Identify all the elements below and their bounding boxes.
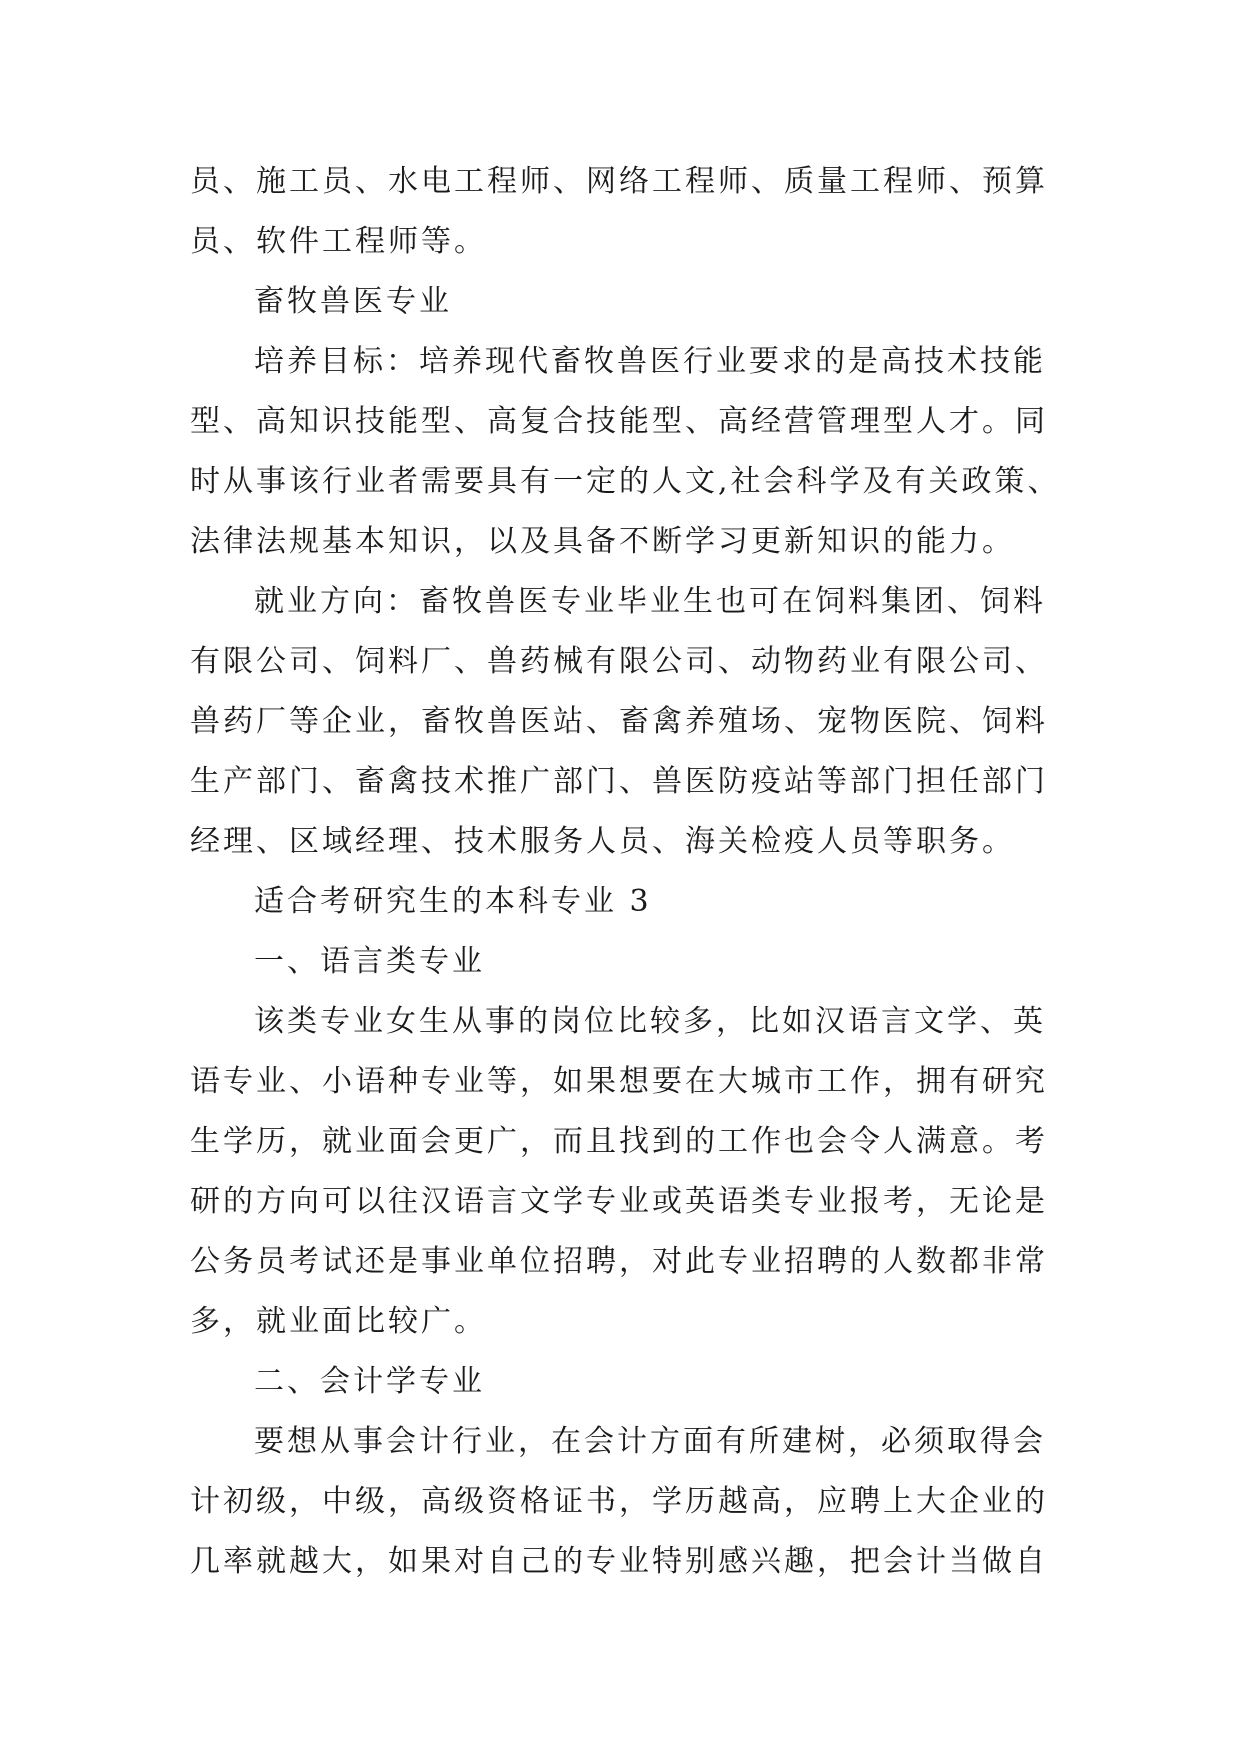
- text-line: 语专业、小语种专业等，如果想要在大城市工作，拥有研究: [190, 1064, 1048, 1099]
- text-line: 时从事该行业者需要具有一定的人文,社会科学及有关政策、: [190, 464, 1061, 499]
- text-line: 计初级，中级，高级资格证书，学历越高，应聘上大企业的: [190, 1484, 1048, 1519]
- text-line: 多，就业面比较广。: [190, 1304, 487, 1339]
- text-line: 员、施工员、水电工程师、网络工程师、质量工程师、预算: [190, 164, 1048, 199]
- text-line: 员、软件工程师等。: [190, 224, 487, 259]
- text-line: 畜牧兽医专业: [254, 284, 452, 319]
- text-line: 型、高知识技能型、高复合技能型、高经营管理型人才。同: [190, 404, 1048, 439]
- text-line: 有限公司、饲料厂、兽药械有限公司、动物药业有限公司、: [190, 644, 1048, 679]
- text-line: 研的方向可以往汉语言文学专业或英语类专业报考，无论是: [190, 1184, 1048, 1219]
- text-line: 兽药厂等企业，畜牧兽医站、畜禽养殖场、宠物医院、饲料: [190, 704, 1048, 739]
- text-line: 生产部门、畜禽技术推广部门、兽医防疫站等部门担任部门: [190, 764, 1048, 799]
- text-line: 该类专业女生从事的岗位比较多，比如汉语言文学、英: [254, 1004, 1046, 1039]
- text-line: 生学历，就业面会更广，而且找到的工作也会令人满意。考: [190, 1124, 1048, 1159]
- text-line: 要想从事会计行业，在会计方面有所建树，必须取得会: [254, 1424, 1046, 1459]
- text-line: 二、会计学专业: [254, 1364, 485, 1399]
- text-line: 适合考研究生的本科专业 3: [254, 884, 652, 919]
- text-line: 几率就越大，如果对自己的专业特别感兴趣，把会计当做自: [190, 1544, 1048, 1579]
- text-line: 就业方向：畜牧兽医专业毕业生也可在饲料集团、饲料: [254, 584, 1046, 619]
- text-line: 公务员考试还是事业单位招聘，对此专业招聘的人数都非常: [190, 1244, 1048, 1279]
- document-body: [190, 152, 1070, 1592]
- text-line: 一、语言类专业: [254, 944, 485, 979]
- text-line: 培养目标：培养现代畜牧兽医行业要求的是高技术技能: [254, 344, 1046, 379]
- text-line: 经理、区域经理、技术服务人员、海关检疫人员等职务。: [190, 824, 1015, 859]
- text-line: 法律法规基本知识，以及具备不断学习更新知识的能力。: [190, 524, 1015, 559]
